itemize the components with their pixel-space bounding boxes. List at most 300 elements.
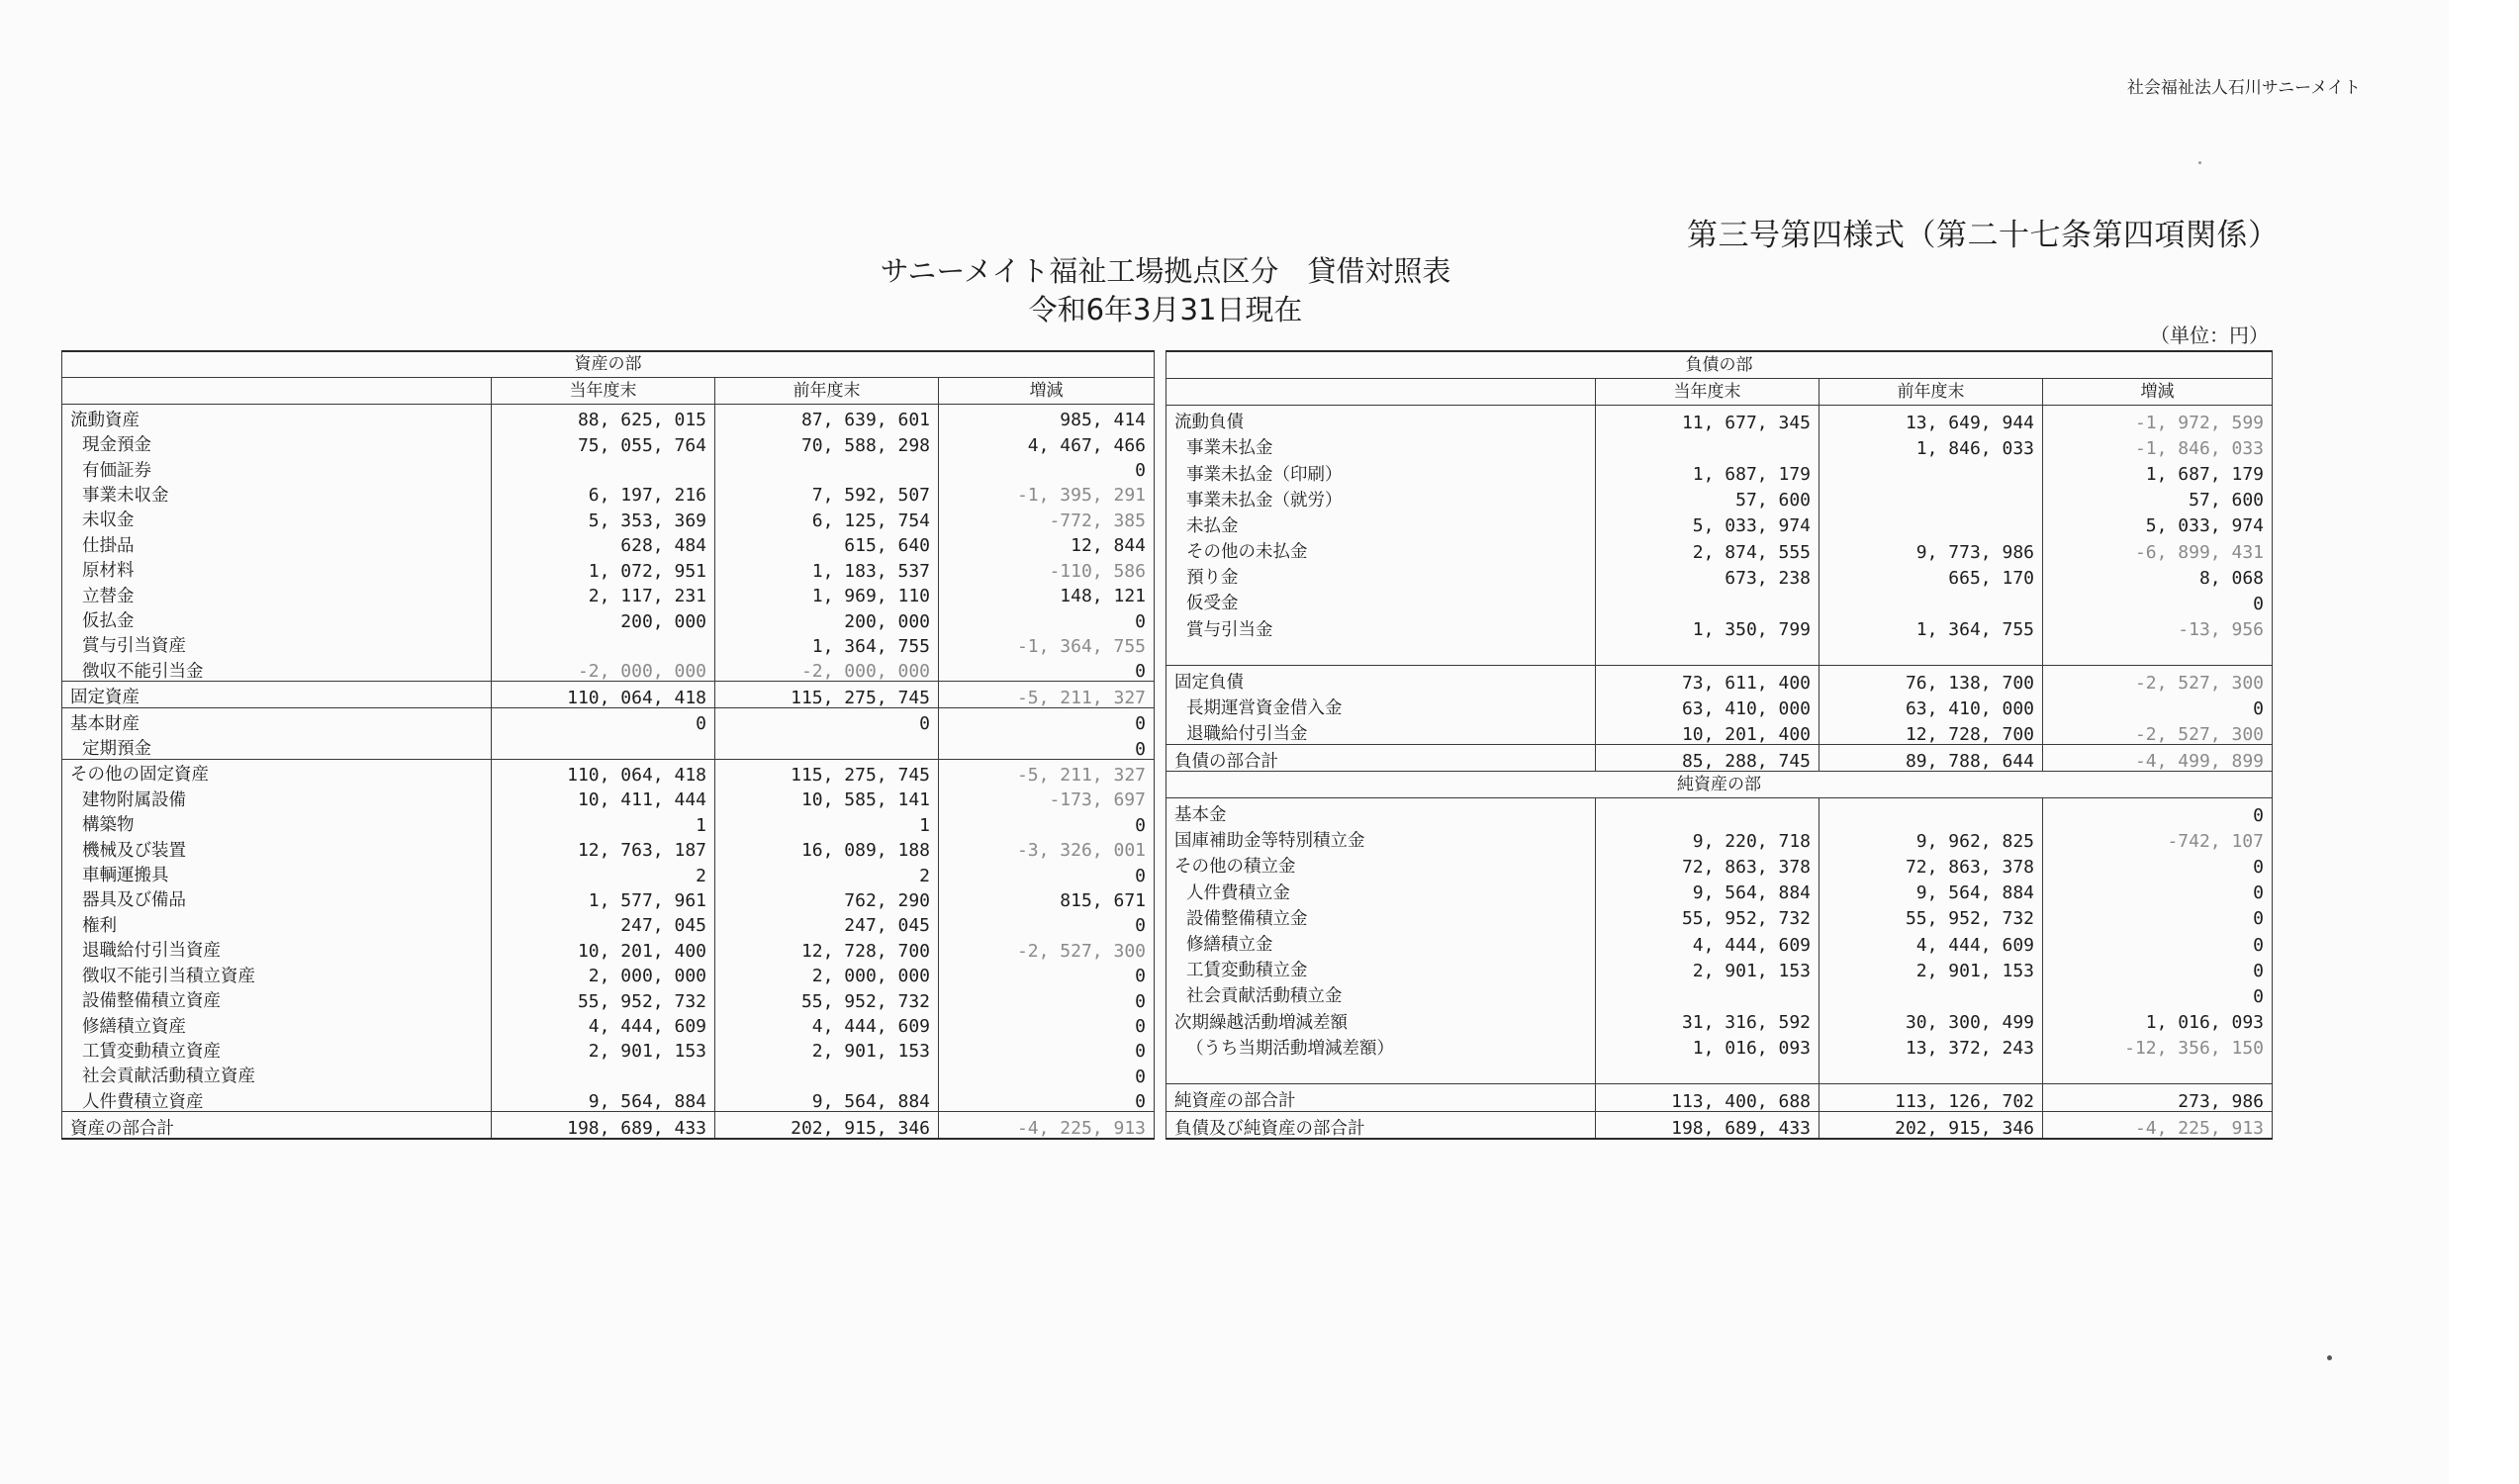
net-asset-change: 0 <box>2043 928 2273 954</box>
asset-row <box>62 429 1155 454</box>
assets-table <box>61 350 1154 1140</box>
asset-change: 4, 467, 466 <box>939 429 1155 454</box>
asset-previous: 12, 728, 700 <box>715 935 939 960</box>
asset-change: -772, 385 <box>939 505 1155 529</box>
liability-row <box>1166 406 2273 432</box>
asset-row <box>62 885 1155 910</box>
net-asset-current <box>1596 980 1819 1006</box>
organization-name: 社会福祉法人石川サニーメイト <box>2126 78 2361 98</box>
liability-row <box>1166 562 2273 588</box>
asset-row <box>62 707 1155 733</box>
asset-row <box>62 530 1155 555</box>
net-asset-row <box>1166 1058 2273 1084</box>
net-asset-change: 0 <box>2043 798 2273 825</box>
liability-row <box>1166 510 2273 535</box>
asset-change: -2, 527, 300 <box>939 935 1155 960</box>
net-asset-previous <box>1819 798 2043 825</box>
asset-name: 賞与引当資産 <box>62 631 492 656</box>
asset-current: 2, 117, 231 <box>492 581 715 605</box>
liability-change: -4, 499, 899 <box>2043 744 2273 771</box>
asset-previous: 1, 969, 110 <box>715 581 939 605</box>
liability-change: 0 <box>2043 588 2273 613</box>
asset-name: 基本財産 <box>62 707 492 733</box>
asset-row <box>62 455 1155 480</box>
asset-name: 人件費積立資産 <box>62 1086 492 1112</box>
net-asset-change: -12, 356, 150 <box>2043 1032 2273 1058</box>
asset-row <box>62 910 1155 935</box>
asset-previous: -2, 000, 000 <box>715 656 939 682</box>
asset-current: 2, 000, 000 <box>492 961 715 985</box>
asset-previous <box>715 733 939 759</box>
net-asset-current: 31, 316, 592 <box>1596 1006 1819 1032</box>
liability-previous <box>1819 510 2043 535</box>
net-asset-name: 設備整備積立金 <box>1166 902 1596 928</box>
asset-previous: 6, 125, 754 <box>715 505 939 529</box>
asset-current: 1, 072, 951 <box>492 555 715 580</box>
asset-name: 建物附属設備 <box>62 785 492 809</box>
liability-previous <box>1819 639 2043 666</box>
net-asset-row <box>1166 955 2273 980</box>
asset-name: 車輌運搬具 <box>62 860 492 884</box>
net-asset-row <box>1166 980 2273 1006</box>
liability-current: 85, 288, 745 <box>1596 744 1819 771</box>
liability-current: 1, 350, 799 <box>1596 613 1819 639</box>
net-asset-current: 9, 564, 884 <box>1596 877 1819 902</box>
liability-name: 長期運営資金借入金 <box>1166 693 1596 718</box>
net-asset-change: 0 <box>2043 877 2273 902</box>
net-asset-change: 1, 016, 093 <box>2043 1006 2273 1032</box>
asset-previous: 9, 564, 884 <box>715 1086 939 1112</box>
asset-current: 10, 411, 444 <box>492 785 715 809</box>
liability-name <box>1166 639 1596 666</box>
asset-previous: 615, 640 <box>715 530 939 555</box>
net-asset-name: 負債及び純資産の部合計 <box>1166 1111 1596 1139</box>
scan-speck <box>2198 161 2201 164</box>
asset-name: 原材料 <box>62 555 492 580</box>
asset-name: 事業未収金 <box>62 480 492 505</box>
asset-row <box>62 605 1155 630</box>
asset-previous: 247, 045 <box>715 910 939 935</box>
liability-row <box>1166 535 2273 561</box>
liability-change: -2, 527, 300 <box>2043 718 2273 745</box>
asset-previous: 2, 901, 153 <box>715 1036 939 1061</box>
asset-change: 0 <box>939 1061 1155 1085</box>
net-asset-previous: 55, 952, 732 <box>1819 902 2043 928</box>
net-asset-row <box>1166 928 2273 954</box>
net-asset-row <box>1166 825 2273 851</box>
asset-current: 247, 045 <box>492 910 715 935</box>
liability-previous <box>1819 484 2043 510</box>
net-asset-name: 社会貢献活動積立金 <box>1166 980 1596 1006</box>
asset-previous: 1 <box>715 809 939 834</box>
asset-change: 0 <box>939 455 1155 480</box>
net-asset-current: 2, 901, 153 <box>1596 955 1819 980</box>
net-asset-change: -4, 225, 913 <box>2043 1111 2273 1139</box>
net-asset-previous: 72, 863, 378 <box>1819 851 2043 877</box>
liabilities-header-current: 当年度末 <box>1596 379 1819 406</box>
asset-current: 9, 564, 884 <box>492 1086 715 1112</box>
asset-previous: 762, 290 <box>715 885 939 910</box>
asset-previous: 7, 592, 507 <box>715 480 939 505</box>
liability-row <box>1166 666 2273 693</box>
assets-header-current: 当年度末 <box>492 378 715 404</box>
asset-row <box>62 835 1155 860</box>
asset-change: 815, 671 <box>939 885 1155 910</box>
net-asset-change: 0 <box>2043 851 2273 877</box>
asset-current: 4, 444, 609 <box>492 1011 715 1036</box>
asset-change: -110, 586 <box>939 555 1155 580</box>
asset-change: -5, 211, 327 <box>939 682 1155 707</box>
liabilities-header-previous: 前年度末 <box>1819 379 2043 406</box>
asset-change: 0 <box>939 809 1155 834</box>
asset-name: 設備整備積立資産 <box>62 985 492 1010</box>
asset-row <box>62 682 1155 707</box>
asset-name: 有価証券 <box>62 455 492 480</box>
liability-change: 8, 068 <box>2043 562 2273 588</box>
asset-name: 固定資産 <box>62 682 492 707</box>
liability-current: 1, 687, 179 <box>1596 458 1819 484</box>
asset-previous: 1, 183, 537 <box>715 555 939 580</box>
asset-current: 200, 000 <box>492 605 715 630</box>
asset-current: 1 <box>492 809 715 834</box>
assets-header-previous: 前年度末 <box>715 378 939 404</box>
asset-current: 6, 197, 216 <box>492 480 715 505</box>
asset-current: 628, 484 <box>492 530 715 555</box>
asset-change: 148, 121 <box>939 581 1155 605</box>
asset-change: 0 <box>939 656 1155 682</box>
asset-row <box>62 809 1155 834</box>
liability-name: 未払金 <box>1166 510 1596 535</box>
net-asset-name <box>1166 1058 1596 1084</box>
net-asset-current: 4, 444, 609 <box>1596 928 1819 954</box>
asset-current: 0 <box>492 707 715 733</box>
liability-change: 57, 600 <box>2043 484 2273 510</box>
asset-change: -173, 697 <box>939 785 1155 809</box>
liability-previous: 89, 788, 644 <box>1819 744 2043 771</box>
asset-previous: 1, 364, 755 <box>715 631 939 656</box>
net-asset-row <box>1166 851 2273 877</box>
liability-change: 5, 033, 974 <box>2043 510 2273 535</box>
asset-current <box>492 733 715 759</box>
net-asset-current: 113, 400, 688 <box>1596 1084 1819 1111</box>
asset-current: 5, 353, 369 <box>492 505 715 529</box>
liability-change <box>2043 639 2273 666</box>
net-assets-section-title: 純資産の部 <box>1166 772 2273 798</box>
liability-change: -1, 846, 033 <box>2043 432 2273 458</box>
net-asset-change: 0 <box>2043 955 2273 980</box>
liability-name: 賞与引当金 <box>1166 613 1596 639</box>
net-asset-current: 1, 016, 093 <box>1596 1032 1819 1058</box>
assets-header-blank <box>62 378 492 404</box>
asset-row <box>62 581 1155 605</box>
unit-label: （単位：円） <box>2150 324 2269 347</box>
liability-current: 10, 201, 400 <box>1596 718 1819 745</box>
asset-change: 985, 414 <box>939 404 1155 429</box>
liability-row <box>1166 484 2273 510</box>
asset-name: 定期預金 <box>62 733 492 759</box>
liability-name: 負債の部合計 <box>1166 744 1596 771</box>
liability-change: -6, 899, 431 <box>2043 535 2273 561</box>
liability-current <box>1596 588 1819 613</box>
liability-current: 11, 677, 345 <box>1596 406 1819 432</box>
liability-previous: 13, 649, 944 <box>1819 406 2043 432</box>
asset-row <box>62 404 1155 429</box>
asset-change: -1, 364, 755 <box>939 631 1155 656</box>
net-asset-name: 基本金 <box>1166 798 1596 825</box>
liability-name: 退職給付引当金 <box>1166 718 1596 745</box>
asset-change: 0 <box>939 961 1155 985</box>
net-asset-current <box>1596 798 1819 825</box>
liability-current: 673, 238 <box>1596 562 1819 588</box>
net-asset-name: （うち当期活動増減差額） <box>1166 1032 1596 1058</box>
asset-current: 2 <box>492 860 715 884</box>
asset-change: 0 <box>939 860 1155 884</box>
liability-name: 固定負債 <box>1166 666 1596 693</box>
asset-previous: 2, 000, 000 <box>715 961 939 985</box>
net-asset-name: 修繕積立金 <box>1166 928 1596 954</box>
asset-previous: 2 <box>715 860 939 884</box>
liability-row <box>1166 458 2273 484</box>
net-asset-name: 次期繰越活動増減差額 <box>1166 1006 1596 1032</box>
net-asset-row <box>1166 877 2273 902</box>
asset-name: 流動資産 <box>62 404 492 429</box>
asset-name: 器具及び備品 <box>62 885 492 910</box>
net-asset-change: -742, 107 <box>2043 825 2273 851</box>
asset-previous: 55, 952, 732 <box>715 985 939 1010</box>
asset-row <box>62 1061 1155 1085</box>
liability-name: 事業未払金 <box>1166 432 1596 458</box>
liability-row <box>1166 718 2273 745</box>
asset-name: その他の固定資産 <box>62 759 492 785</box>
asset-row <box>62 1011 1155 1036</box>
liability-current <box>1596 432 1819 458</box>
asset-row <box>62 733 1155 759</box>
asset-previous: 0 <box>715 707 939 733</box>
liability-previous <box>1819 588 2043 613</box>
asset-current: 198, 689, 433 <box>492 1112 715 1139</box>
asset-change: 0 <box>939 910 1155 935</box>
asset-name: 現金預金 <box>62 429 492 454</box>
asset-name: 修繕積立資産 <box>62 1011 492 1036</box>
net-asset-current: 9, 220, 718 <box>1596 825 1819 851</box>
asset-row <box>62 505 1155 529</box>
page-margin <box>2449 0 2519 1484</box>
asset-change: -4, 225, 913 <box>939 1112 1155 1139</box>
liability-previous: 12, 728, 700 <box>1819 718 2043 745</box>
asset-row <box>62 985 1155 1010</box>
asset-name: 仕掛品 <box>62 530 492 555</box>
net-asset-current <box>1596 1058 1819 1084</box>
asset-row <box>62 759 1155 785</box>
asset-current: 75, 055, 764 <box>492 429 715 454</box>
document-title: サニーメイト福祉工場拠点区分 貸借対照表 <box>880 254 1451 288</box>
asset-name: 仮払金 <box>62 605 492 630</box>
net-asset-row <box>1166 798 2273 825</box>
asset-change: 0 <box>939 1036 1155 1061</box>
asset-change: 0 <box>939 605 1155 630</box>
net-asset-previous: 30, 300, 499 <box>1819 1006 2043 1032</box>
assets-header-change: 増減 <box>939 378 1155 404</box>
asset-change: 0 <box>939 733 1155 759</box>
net-asset-name: その他の積立金 <box>1166 851 1596 877</box>
net-asset-previous: 2, 901, 153 <box>1819 955 2043 980</box>
liability-name: 流動負債 <box>1166 406 1596 432</box>
liability-previous: 665, 170 <box>1819 562 2043 588</box>
net-asset-previous: 202, 915, 346 <box>1819 1111 2043 1139</box>
net-asset-change: 0 <box>2043 980 2273 1006</box>
asset-row <box>62 1036 1155 1061</box>
liability-current: 63, 410, 000 <box>1596 693 1819 718</box>
asset-name: 権利 <box>62 910 492 935</box>
asset-current: 12, 763, 187 <box>492 835 715 860</box>
asset-name: 機械及び装置 <box>62 835 492 860</box>
asset-row <box>62 785 1155 809</box>
asset-name: 徴収不能引当金 <box>62 656 492 682</box>
liabilities-header-blank <box>1166 379 1596 406</box>
net-asset-name: 国庫補助金等特別積立金 <box>1166 825 1596 851</box>
asset-current: 110, 064, 418 <box>492 759 715 785</box>
asset-previous: 115, 275, 745 <box>715 682 939 707</box>
net-asset-name: 工賃変動積立金 <box>1166 955 1596 980</box>
liabilities-table <box>1166 350 2272 1140</box>
asset-name: 社会貢献活動積立資産 <box>62 1061 492 1085</box>
asset-row <box>62 961 1155 985</box>
asset-change: -1, 395, 291 <box>939 480 1155 505</box>
asset-name: 未収金 <box>62 505 492 529</box>
asset-current: 2, 901, 153 <box>492 1036 715 1061</box>
net-asset-row <box>1166 1006 2273 1032</box>
asset-current <box>492 1061 715 1085</box>
asset-current: 55, 952, 732 <box>492 985 715 1010</box>
liability-change: 0 <box>2043 693 2273 718</box>
asset-change: 12, 844 <box>939 530 1155 555</box>
net-asset-current: 55, 952, 732 <box>1596 902 1819 928</box>
liability-change: 1, 687, 179 <box>2043 458 2273 484</box>
asset-change: -5, 211, 327 <box>939 759 1155 785</box>
liability-total-row <box>1166 744 2273 771</box>
asset-total-row <box>62 1112 1155 1139</box>
net-asset-change: 273, 986 <box>2043 1084 2273 1111</box>
asset-current: 110, 064, 418 <box>492 682 715 707</box>
liability-change: -13, 956 <box>2043 613 2273 639</box>
asset-change: 0 <box>939 707 1155 733</box>
asset-change: 0 <box>939 985 1155 1010</box>
asset-previous: 16, 089, 188 <box>715 835 939 860</box>
net-asset-total-row <box>1166 1084 2273 1111</box>
net-asset-row <box>1166 902 2273 928</box>
scan-speck <box>2327 1355 2332 1360</box>
asset-row <box>62 656 1155 682</box>
document-date: 令和6年3月31日現在 <box>1028 293 1303 326</box>
net-asset-previous: 9, 564, 884 <box>1819 877 2043 902</box>
liability-name: 事業未払金（印刷） <box>1166 458 1596 484</box>
asset-change: -3, 326, 001 <box>939 835 1155 860</box>
liabilities-header-change: 増減 <box>2043 379 2273 406</box>
asset-change: 0 <box>939 1086 1155 1112</box>
asset-name: 工賃変動積立資産 <box>62 1036 492 1061</box>
liability-current: 5, 033, 974 <box>1596 510 1819 535</box>
asset-change: 0 <box>939 1011 1155 1036</box>
asset-row <box>62 860 1155 884</box>
liability-change: -1, 972, 599 <box>2043 406 2273 432</box>
asset-row <box>62 631 1155 656</box>
net-asset-previous <box>1819 980 2043 1006</box>
liability-name: その他の未払金 <box>1166 535 1596 561</box>
asset-row <box>62 935 1155 960</box>
liability-row <box>1166 693 2273 718</box>
liability-current: 73, 611, 400 <box>1596 666 1819 693</box>
asset-previous: 202, 915, 346 <box>715 1112 939 1139</box>
asset-current: -2, 000, 000 <box>492 656 715 682</box>
liability-row <box>1166 613 2273 639</box>
assets-section-title: 資産の部 <box>62 351 1155 378</box>
liability-previous: 9, 773, 986 <box>1819 535 2043 561</box>
liabilities-section-title: 負債の部 <box>1166 351 2273 379</box>
liability-name: 仮受金 <box>1166 588 1596 613</box>
net-asset-previous: 13, 372, 243 <box>1819 1032 2043 1058</box>
liability-current: 57, 600 <box>1596 484 1819 510</box>
liability-current: 2, 874, 555 <box>1596 535 1819 561</box>
grand-total-row <box>1166 1111 2273 1139</box>
asset-current <box>492 455 715 480</box>
asset-previous: 200, 000 <box>715 605 939 630</box>
net-asset-previous: 113, 126, 702 <box>1819 1084 2043 1111</box>
asset-row <box>62 1086 1155 1112</box>
liability-previous: 63, 410, 000 <box>1819 693 2043 718</box>
net-asset-previous: 9, 962, 825 <box>1819 825 2043 851</box>
asset-row <box>62 480 1155 505</box>
net-asset-change <box>2043 1058 2273 1084</box>
liability-previous: 76, 138, 700 <box>1819 666 2043 693</box>
form-number: 第三号第四様式（第二十七条第四項関係） <box>1687 218 2280 253</box>
asset-previous <box>715 1061 939 1085</box>
net-asset-previous <box>1819 1058 2043 1084</box>
liability-current <box>1596 639 1819 666</box>
net-asset-previous: 4, 444, 609 <box>1819 928 2043 954</box>
asset-name: 構築物 <box>62 809 492 834</box>
asset-name: 立替金 <box>62 581 492 605</box>
liability-previous: 1, 364, 755 <box>1819 613 2043 639</box>
asset-previous: 10, 585, 141 <box>715 785 939 809</box>
asset-name: 徴収不能引当積立資産 <box>62 961 492 985</box>
liability-row <box>1166 639 2273 666</box>
liability-name: 預り金 <box>1166 562 1596 588</box>
asset-previous: 70, 588, 298 <box>715 429 939 454</box>
net-asset-name: 人件費積立金 <box>1166 877 1596 902</box>
asset-previous <box>715 455 939 480</box>
asset-current: 88, 625, 015 <box>492 404 715 429</box>
asset-name: 退職給付引当資産 <box>62 935 492 960</box>
liability-name: 事業未払金（就労） <box>1166 484 1596 510</box>
net-asset-current: 72, 863, 378 <box>1596 851 1819 877</box>
asset-row <box>62 555 1155 580</box>
net-asset-current: 198, 689, 433 <box>1596 1111 1819 1139</box>
liability-previous: 1, 846, 033 <box>1819 432 2043 458</box>
asset-previous: 4, 444, 609 <box>715 1011 939 1036</box>
liability-row <box>1166 588 2273 613</box>
asset-current <box>492 631 715 656</box>
asset-current: 1, 577, 961 <box>492 885 715 910</box>
asset-previous: 87, 639, 601 <box>715 404 939 429</box>
asset-current: 10, 201, 400 <box>492 935 715 960</box>
asset-name: 資産の部合計 <box>62 1112 492 1139</box>
liability-row <box>1166 432 2273 458</box>
net-asset-change: 0 <box>2043 902 2273 928</box>
asset-previous: 115, 275, 745 <box>715 759 939 785</box>
net-asset-name: 純資産の部合計 <box>1166 1084 1596 1111</box>
net-asset-row <box>1166 1032 2273 1058</box>
liability-change: -2, 527, 300 <box>2043 666 2273 693</box>
